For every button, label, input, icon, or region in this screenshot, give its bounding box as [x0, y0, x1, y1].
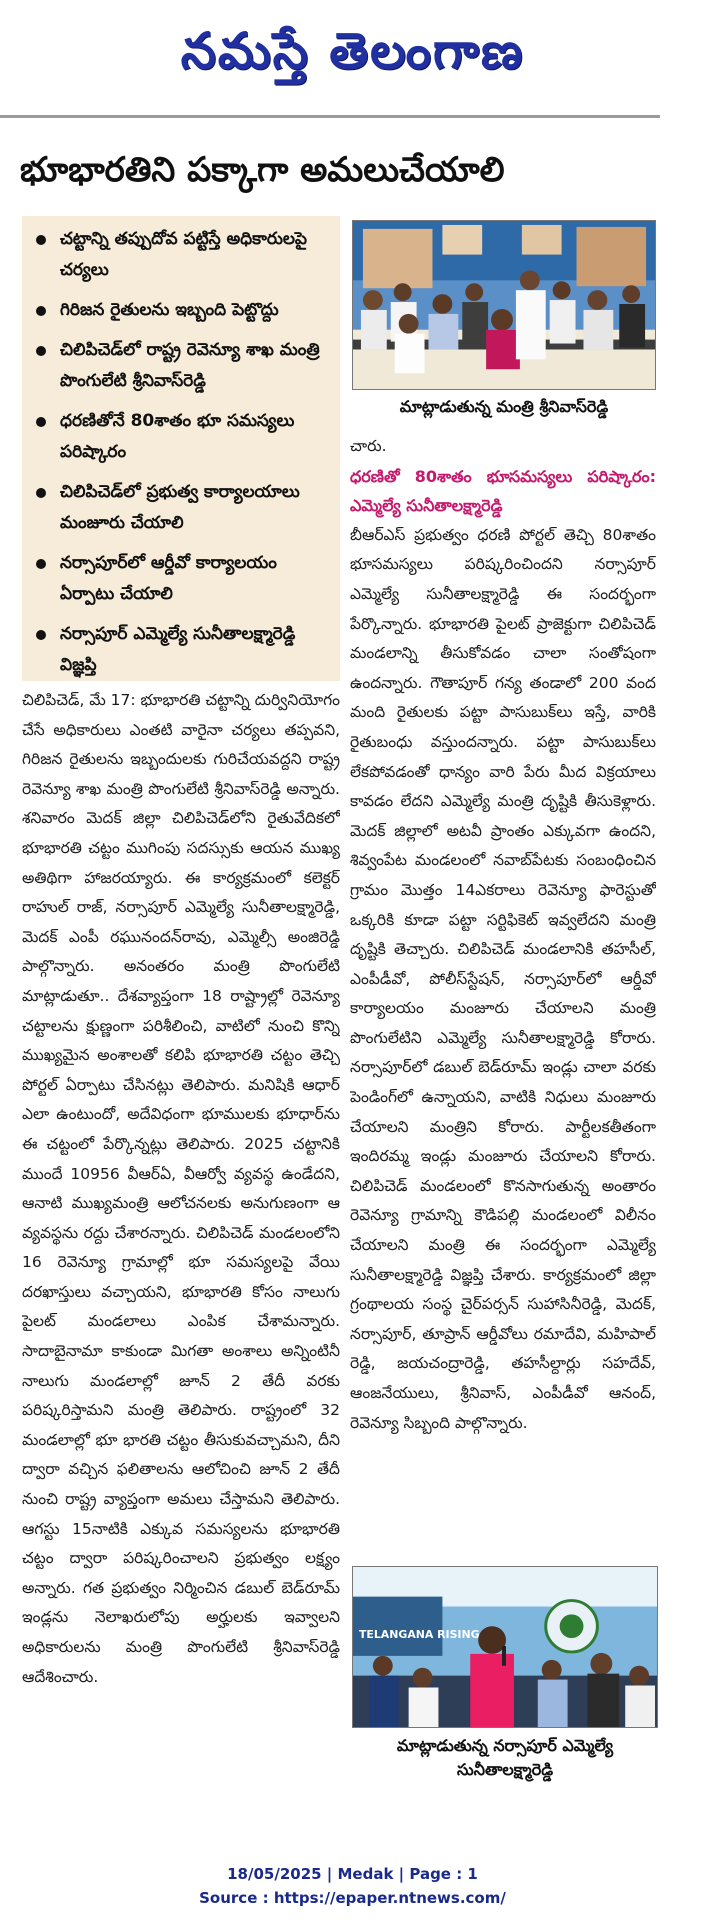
highlight-text: నర్సాపూర్ ఎమ్మెల్యే సునీతాలక్ష్మారెడ్డి విజ్ఞప్తి: [60, 624, 296, 675]
edition-info: 18/05/2025 | Medak | Page : 1: [227, 1865, 478, 1883]
mla-photo-caption: మాట్లాడుతున్న నర్సాపూర్ ఎమ్మెల్యే సునీతాలక్ష్మారెడ్డి: [396, 1736, 614, 1779]
article-headline: భూభారతిని పక్కాగా అమలుచేయాలి: [20, 150, 505, 190]
bullet-icon: [36, 235, 46, 245]
highlight-text: చిలిపిచెడ్‌లో రాష్ట్ర రెవెన్యూ శాఖ మంత్రి పొంగులేటి శ్రీనివాస్‌రెడ్డి: [60, 340, 320, 391]
bullet-icon: [36, 559, 46, 569]
source-link[interactable]: Source : https://epaper.ntnews.com/: [199, 1889, 506, 1907]
highlight-text: చట్టాన్ని తప్పుదోవ పట్టిస్తే అధికారులపై చర్యలు: [60, 229, 308, 280]
highlight-item: [36, 224, 330, 286]
highlight-item: [36, 548, 330, 610]
minister-photo-caption: మాట్లాడుతున్న మంత్రి శ్రీనివాస్‌రెడ్డి: [399, 397, 609, 416]
highlight-text: చిలిపిచెడ్‌లో ప్రభుత్వ కార్యాలయాలు మంజూరు చేయాలి: [60, 482, 300, 533]
article-subheading: ధరణితో 80శాతం భూసమస్యలు పరిష్కారం: ఎమ్మెల్యే సునీతాలక్ష్మారెడ్డి: [350, 466, 656, 516]
newspaper-logo: నమస్తే తెలంగాణ: [180, 21, 525, 80]
mla-photo: [352, 1566, 658, 1728]
highlight-text: ధరణితోనే 80శాతం భూ సమస్యలు పరిష్కారం: [60, 411, 295, 462]
banner-text: TELANGANA RISING: [358, 1628, 480, 1642]
highlight-item: [36, 477, 330, 539]
bullet-icon: [36, 417, 46, 427]
article-left-column: [22, 686, 340, 1806]
masthead: [0, 0, 705, 118]
minister-photo: [352, 220, 656, 390]
article-body-left: చిలిపిచెడ్, మే 17: భూభారతి చట్టాన్ని దుర్వినియోగం చేసే అధికారులు ఎంతటి వారైనా చర్యలు తప్పవని, గిరిజన రైతులను ఇబ్బందులకు గురిచేయవద్దని రాష్ట్ర రెవెన్యూ శాఖ మంత్రి పొంగులేటి శ్రీనివాస్‌రెడ్డి అన్నారు. శనివారం మెదక్ జిల్లా చిలిపిచెడ్‌లోని రైతువేదికలో భూభారతి చట్టం ముగింపు సదస్సుకు ఆయన ముఖ్య అతిథిగా హాజరయ్యారు. ఈ కార్యక్రమంలో కలెక్టర్ రాహుల్ రాజ్, నర్సాపూర్ ఎమ్మెల్యే సునీతాలక్ష్మారెడ్డి, మెదక్ ఎంపీ రఘునందన్‌రావు, ఎమ్మెల్సీ అంజిరెడ్డి పాల్గొన్నారు. అనంతరం మంత్రి పొంగులేటి మాట్లాడుతూ.. దేశవ్యాప్తంగా 18 రాష్ట్రాల్లో రెవెన్యూ చట్టాలను క్షుణ్ణంగా పరిశీలించి, వాటిలో నుంచి కొన్ని ముఖ్యమైన అంశాలతో కలిపి భూభారతి చట్టం తెచ్చి పోర్టల్ ఏర్పాటు చేసినట్లు తెలిపారు. మనిషికి ఆధార్ ఎలా ఉంటుందో, అదేవిధంగా భూములకు భూధార్‌ను ఈ చట్టంలో పేర్కొన్నట్లు తెలిపారు. 2025 చట్టానికి ముందే 10956 వీఆర్‌ఏ, వీఆర్వో వ్యవస్థ ఉండేదని, ఆనాటి ముఖ్యమంత్రి ఆలోచనలకు అనుగుణంగా ఆ వ్యవస్థను రద్దు చేశారన్నారు. చిలిపిచెడ్ మండలంలోని 16 రెవెన్యూ గ్రామాల్లో భూ సమస్యలపై వేయి దరఖాస్తులు వచ్చాయని, భూభారతి కోసం నాలుగు పైలట్ మండలాలు ఎంపిక చేశామన్నారు. సాదాబైనామా కాకుండా మిగతా అంశాలు అన్నింటినీ నాలుగు మండలాల్లో జూన్ 2 తేదీ వరకు పరిష్కరిస్తామని మంత్రి తెలిపారు. రాష్ట్రంలో 32 మండలాల్లో భూ భారతి చట్టం తీసుకువచ్చామని, దీని ద్వారా వచ్చిన ఫలితాలను ఆలోచించి జూన్ 2 తేదీ నుంచి రాష్ట్ర వ్యాప్తంగా అమలు చేస్తామని తెలిపారు. ఆగస్టు 15నాటికి ఎక్కువ సమస్యలను భూభారతి చట్టం ద్వారా పరిష్కరించాలని ప్రభుత్వం లక్ష్యం అన్నారు. గత ప్రభుత్వం నిర్మించిన డబుల్ బెడ్‌రూమ్ ఇండ్లను నెలాఖరులోపు అర్హులకు ఇవ్వాలని అధికారులను మంత్రి పొంగులేటి శ్రీనివాస్‌రెడ్డి ఆదేశించారు.: [22, 691, 340, 1686]
bullet-icon: [36, 346, 46, 356]
bullet-icon: [36, 488, 46, 498]
minister-photo-image: [353, 221, 655, 389]
highlight-item: [36, 619, 330, 681]
highlight-item: [36, 295, 330, 326]
masthead-divider: [0, 115, 660, 118]
highlight-text: నర్సాపూర్‌లో ఆర్డీవో కార్యాలయం ఏర్పాటు చేయాలి: [60, 553, 277, 604]
article-continuation: చారు.: [350, 437, 387, 455]
highlight-item: [36, 335, 330, 397]
highlight-text: గిరిజన రైతులను ఇబ్బంది పెట్టొద్దు: [60, 300, 279, 320]
article-right-column: [350, 432, 656, 1554]
highlights-box: [22, 216, 340, 681]
bullet-icon: [36, 630, 46, 640]
mla-photo-image: [353, 1567, 657, 1727]
article-body-right: బీఆర్‌ఎస్ ప్రభుత్వం ధరణి పోర్టల్ తెచ్చి 80శాతం భూసమస్యలు పరిష్కరించిందని నర్సాపూర్ ఎమ్మెల్యే సునీతాలక్ష్మారెడ్డి ఈ సందర్భంగా పేర్కొన్నారు. భూభారతి పైలట్ ప్రాజెక్టుగా చిలిపిచెడ్ మండలాన్ని తీసుకోవడం చాలా సంతోషంగా ఉందన్నారు. గౌతాపూర్ గన్య తండాలో 200 వంద మంది రైతులకు పట్టా పాసుబుక్‌లు ఇస్తే, వారికి రైతుబంధు వస్తుందన్నారు. పట్టా పాసుబుక్‌లు లేకపోవడంతో ధాన్యం వారి పేరు మీద విక్రయాలు కావడం లేదని ఎమ్మెల్యే మంత్రి దృష్టికి తీసుకెళ్లారు. మెదక్ జిల్లాలో అటవీ ప్రాంతం ఎక్కువగా ఉందని, శివ్వంపేట మండలంలో నవాబ్‌పేటకు సంబంధించిన గ్రామం మొత్తం 14ఎకరాలు రెవెన్యూ ఫారెస్టుతో ఒక్కరికి కూడా పట్టా సర్టిఫికెట్ ఇవ్వలేదని మంత్రి దృష్టికి తెచ్చారు. చిలిపిచెడ్ మండలానికి తహసీల్, ఎంపీడీవో, పోలీస్‌స్టేషన్, నర్సాపూర్‌లో ఆర్డీవో కార్యాలయం మంజూరు చేయాలని మంత్రి పొంగులేటిని ఎమ్మెల్యే సునీతాలక్ష్మారెడ్డి కోరారు. నర్సాపూర్‌లో డబుల్ బెడ్‌రూమ్ ఇండ్లు చాలా వరకు పెండింగ్‌లో ఉన్నాయని, వాటికి నిధులు మంజూరు చేయాలని మంత్రిని కోరారు. పార్టీలకతీతంగా ఇందిరమ్మ ఇండ్లు మంజూరు చేయాలని కోరారు. చిలిపిచెడ్ మండలంలో కొనసాగుతున్న అంతారం రెవెన్యూ గ్రామాన్ని కౌడిపల్లి మండలంలో విలీనం చేయాలని మంత్రి ఈ సందర్భంగా ఎమ్మెల్యే సునీతాలక్ష్మారెడ్డి విజ్ఞప్తి చేశారు. కార్యక్రమంలో జిల్లా గ్రంథాలయ సంస్థ చైర్‌పర్సన్ సుహాసినీరెడ్డి, మెదక్, నర్సాపూర్, తూప్రాన్ ఆర్డీవోలు రమాదేవి, మహిపాల్ రెడ్డి, జయచంద్రారెడ్డి, తహసీల్దార్లు సహదేవ్, ఆంజనేయులు, శ్రీనివాస్, ఎంపీడీవో ఆనంద్, రెవెన్యూ సిబ్బంది పాల్గొన్నారు.: [350, 525, 656, 1432]
highlight-item: [36, 406, 330, 468]
bullet-icon: [36, 306, 46, 316]
